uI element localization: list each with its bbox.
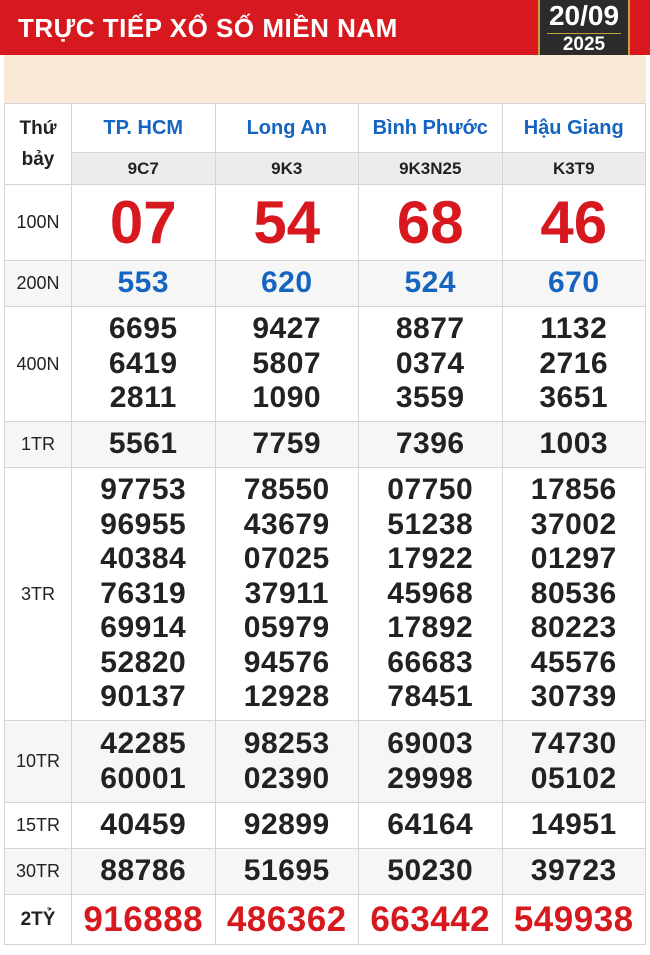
lottery-number: 549938 xyxy=(513,899,634,939)
prize-cell xyxy=(502,721,646,803)
banner-area xyxy=(4,55,646,103)
lottery-number: 1003 xyxy=(539,427,609,461)
lottery-number: 37911 xyxy=(244,576,329,610)
lottery-number: 76319 xyxy=(100,576,187,610)
prize-cell xyxy=(502,895,646,945)
prize-cell xyxy=(215,307,359,422)
lottery-number: 7759 xyxy=(252,427,322,461)
lottery-number: 07750 xyxy=(387,473,474,507)
day-label-line1: Thứ xyxy=(19,118,57,139)
province-name[interactable]: Bình Phước xyxy=(359,104,503,153)
lottery-number: 17856 xyxy=(530,473,617,507)
prize-label: 100N xyxy=(5,185,72,261)
lottery-number: 51695 xyxy=(243,854,330,888)
code-row xyxy=(5,153,646,185)
lottery-number: 8877 xyxy=(395,312,465,346)
lottery-number: 1090 xyxy=(252,381,322,415)
prize-cell xyxy=(72,803,216,849)
province-name[interactable]: Long An xyxy=(215,104,359,153)
prize-3tr-row xyxy=(5,468,646,721)
lottery-number: 3651 xyxy=(539,381,609,415)
prize-cell xyxy=(72,261,216,307)
date-year: 2025 xyxy=(562,34,606,55)
lottery-number: 5561 xyxy=(108,427,178,461)
province-code: 9C7 xyxy=(72,153,216,185)
province-name[interactable]: Hậu Giang xyxy=(502,104,646,153)
prize-cell xyxy=(72,185,216,261)
prize-label: 30TR xyxy=(5,849,72,895)
lottery-number: 620 xyxy=(260,266,313,300)
prize-cell xyxy=(215,895,359,945)
lottery-number: 39723 xyxy=(530,854,617,888)
lottery-number: 30739 xyxy=(530,680,617,714)
prize-label: 15TR xyxy=(5,803,72,849)
lottery-number: 916888 xyxy=(83,899,204,939)
lottery-number: 45968 xyxy=(387,576,474,610)
lottery-number: 92899 xyxy=(243,808,330,842)
lottery-number: 14951 xyxy=(530,808,617,842)
lottery-number: 5807 xyxy=(252,346,322,380)
lottery-number: 78550 xyxy=(243,473,330,507)
lottery-number: 42285 xyxy=(100,727,187,760)
prize-cell xyxy=(215,422,359,468)
lottery-number: 9427 xyxy=(252,312,322,346)
prize-cell xyxy=(72,468,216,721)
lottery-number: 670 xyxy=(547,266,600,300)
lottery-number: 69914 xyxy=(100,611,187,645)
prize-cell xyxy=(502,307,646,422)
lottery-number: 17892 xyxy=(387,611,474,645)
lottery-number: 68 xyxy=(396,188,464,256)
lottery-number: 07025 xyxy=(243,542,330,576)
lottery-number: 2811 xyxy=(109,381,177,415)
prize-cell xyxy=(359,849,503,895)
lottery-number: 7396 xyxy=(395,427,465,461)
prize-cell xyxy=(359,261,503,307)
prize-cell xyxy=(359,422,503,468)
prize-cell xyxy=(72,422,216,468)
lottery-number: 74730 xyxy=(530,727,617,760)
lottery-number: 3559 xyxy=(395,381,465,415)
lottery-number: 05102 xyxy=(530,761,617,795)
lottery-number: 663442 xyxy=(370,899,491,939)
lottery-number: 05979 xyxy=(243,611,330,645)
lottery-number: 29998 xyxy=(387,761,474,795)
lottery-number: 96955 xyxy=(100,507,187,541)
prize-cell xyxy=(359,803,503,849)
prize-cell xyxy=(502,468,646,721)
lottery-number: 2716 xyxy=(539,346,609,380)
prize-cell xyxy=(359,468,503,721)
prize-2ty-row xyxy=(5,895,646,945)
prize-cell xyxy=(215,849,359,895)
prize-100n-row xyxy=(5,185,646,261)
lottery-number: 17922 xyxy=(387,542,474,576)
prize-label: 3TR xyxy=(5,468,72,721)
lottery-number: 88786 xyxy=(100,854,187,888)
lottery-number: 98253 xyxy=(243,727,330,760)
lottery-number: 6695 xyxy=(108,312,178,346)
lottery-number: 553 xyxy=(117,266,170,300)
lottery-number: 52820 xyxy=(100,645,187,679)
day-cell xyxy=(5,104,72,185)
province-row xyxy=(5,104,646,153)
prize-30tr-row xyxy=(5,849,646,895)
date-badge xyxy=(538,0,630,62)
lottery-number: 64164 xyxy=(387,808,474,842)
prize-cell xyxy=(215,721,359,803)
prize-15tr-row xyxy=(5,803,646,849)
lottery-number: 94576 xyxy=(243,645,330,679)
province-name[interactable]: TP. HCM xyxy=(72,104,216,153)
province-code: K3T9 xyxy=(502,153,646,185)
lottery-number: 60001 xyxy=(100,761,187,795)
lottery-number: 80223 xyxy=(530,611,617,645)
lottery-number: 50230 xyxy=(387,854,474,888)
date-day: 20/09 xyxy=(548,0,620,31)
lottery-number: 90137 xyxy=(100,680,187,714)
prize-400n-row xyxy=(5,307,646,422)
lottery-number: 0374 xyxy=(395,346,465,380)
lottery-number: 43679 xyxy=(243,507,330,541)
prize-cell xyxy=(359,721,503,803)
prize-cell xyxy=(215,185,359,261)
prize-cell xyxy=(215,803,359,849)
lottery-number: 486362 xyxy=(226,899,347,939)
prize-cell xyxy=(72,849,216,895)
lottery-number: 97753 xyxy=(100,473,187,507)
prize-cell xyxy=(502,849,646,895)
province-code: 9K3N25 xyxy=(359,153,503,185)
prize-label: 10TR xyxy=(5,721,72,803)
lottery-number: 80536 xyxy=(530,576,617,610)
lottery-number: 46 xyxy=(540,188,608,256)
lottery-number: 45576 xyxy=(530,645,617,679)
prize-cell xyxy=(502,185,646,261)
prize-label: 2TỶ xyxy=(5,895,72,945)
lottery-number: 69003 xyxy=(387,727,474,760)
prize-cell xyxy=(72,721,216,803)
prize-label: 1TR xyxy=(5,422,72,468)
page-title: TRỰC TIẾP XỔ SỐ MIỀN NAM xyxy=(18,13,398,43)
lottery-number: 12928 xyxy=(243,680,330,714)
lottery-number: 1132 xyxy=(540,312,608,346)
prize-cell xyxy=(502,422,646,468)
lottery-number: 40459 xyxy=(100,808,187,842)
day-label-line2: bảy xyxy=(21,149,55,170)
lottery-number: 51238 xyxy=(387,507,474,541)
lottery-number: 07 xyxy=(109,188,177,256)
prize-label: 400N xyxy=(5,307,72,422)
prize-label: 200N xyxy=(5,261,72,307)
prize-cell xyxy=(359,307,503,422)
lottery-number: 6419 xyxy=(108,346,178,380)
prize-cell xyxy=(72,307,216,422)
prize-200n-row xyxy=(5,261,646,307)
prize-cell xyxy=(215,261,359,307)
results-table xyxy=(4,103,646,945)
lottery-number: 40384 xyxy=(100,542,187,576)
prize-cell xyxy=(72,895,216,945)
lottery-number: 02390 xyxy=(243,761,330,795)
lottery-number: 524 xyxy=(404,266,457,300)
prize-cell xyxy=(502,803,646,849)
prize-cell xyxy=(359,895,503,945)
lottery-number: 78451 xyxy=(387,680,474,714)
prize-cell xyxy=(502,261,646,307)
prize-cell xyxy=(215,468,359,721)
prize-cell xyxy=(359,185,503,261)
lottery-number: 37002 xyxy=(530,507,617,541)
lottery-number: 66683 xyxy=(387,645,474,679)
prize-1tr-row xyxy=(5,422,646,468)
lottery-number: 01297 xyxy=(530,542,617,576)
province-code: 9K3 xyxy=(215,153,359,185)
lottery-number: 54 xyxy=(253,188,321,256)
prize-10tr-row xyxy=(5,721,646,803)
